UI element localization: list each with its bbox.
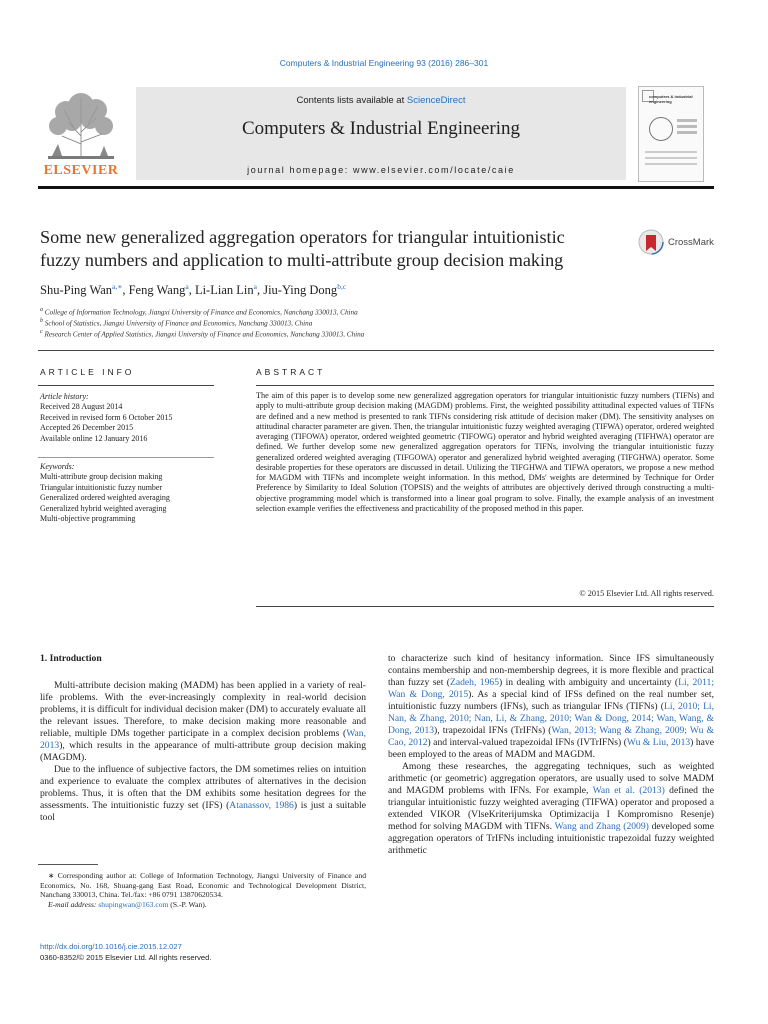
author-affiliation-marker[interactable]: a [185, 282, 189, 291]
journal-cover-thumbnail[interactable] [638, 86, 704, 182]
body-text: ). As a special kind of IFSs defined on the real number set, intuitionistic fuzzy numbers (IFNs), such as triangular IFNs (TIFNs) ( [388, 689, 714, 712]
journal-title: Computers & Industrial Engineering [241, 118, 521, 139]
history-label: Article history: [40, 392, 89, 401]
author-list [40, 282, 680, 298]
citation-link[interactable]: Zadeh, 1965 [450, 677, 499, 688]
citation-link[interactable]: Wang and Zhang (2009) [554, 821, 649, 832]
contents-line [136, 95, 626, 106]
keyword: Triangular intuitionistic fuzzy number [40, 482, 163, 492]
elsevier-wordmark[interactable]: ELSEVIER [43, 163, 119, 178]
abstract-copyright: © 2015 Elsevier Ltd. All rights reserved. [579, 589, 714, 598]
keyword: Generalized ordered weighted averaging [40, 493, 170, 503]
cover-block [645, 157, 697, 159]
body-text: ) have been employed to the areas of MADM and MAGDM. [388, 737, 714, 760]
body-text: ), trapezoidal IFNs (TrIFNs) ( [434, 725, 552, 736]
info-divider [38, 385, 214, 386]
body-paragraph [40, 680, 366, 764]
author-separator: , [188, 283, 195, 298]
footnote-marker: ∗ [48, 871, 55, 880]
body-paragraph [388, 653, 714, 761]
email-label: E-mail address: [48, 899, 99, 909]
author [263, 283, 346, 297]
affiliation-marker: b [40, 318, 43, 324]
affiliation [40, 318, 700, 327]
body-text: developed some aggregation operators of TrIFNs including intuitionistic trapezoidal fuzzy weighted arithmetic [388, 821, 714, 856]
author-name: Shu-Ping Wan [40, 283, 113, 298]
body-left-column [40, 680, 366, 824]
affiliation-marker: a [40, 307, 43, 313]
history-entry: Received 28 August 2014 [40, 402, 123, 412]
citation-link[interactable]: Wan, 2013 [40, 728, 366, 751]
abstract-heading: ABSTRACT [256, 367, 326, 377]
abstract-text: The aim of this paper is to develop some new generalized aggregation operators for triangular intuitionistic fuzzy numbers (TIFNs) and apply to multi-attribute group decision making (MAGDM) problems. First, the weighted possibility attitudinal expected values of TIFNs are defined and a new method is presented to rank TIFNs considering risk attitude of decision maker (DM). The sensitivity analyses on attitudinal character parameter are given. Then, the triangular intuitionistic fuzzy weighted averaging (TIFWA) operator, ordered weighted averaging (TIFOWA) operator, ordered weighted geometric (TIFOWG) operator and hybrid weighted averaging (TIFHWA) operator are defined. We further develop some new generalized aggregation operators for TIFNs, involving the triangular intuitionistic fuzzy generalized ordered weighted averaging (TIFGOWA) operator and generalized hybrid weighted averaging (TIFGHWA) operator. Some desirable properties for these operators are discussed in detail. Utilizing the TIFGHWA and TIFWA operators, we propose a new method for MAGDM with TIFNs and incomplete weight information. In this method, DMs' weights are determined by Technique for Order Preference by Similarity to Ideal Solution (TOPSIS) and the weights of attributes are objectively derived through constructing a multi-objective programming model which is transformed into a linear goal program to solve. Finally, the example analysis of an investment selection example verifies the effectiveness and practicability of the proposed method in this paper. [256, 391, 714, 513]
article-title-line: Some new generalized aggregation operators for triangular intuitionistic [40, 227, 565, 247]
body-right-column [388, 653, 714, 857]
keywords-label: Keywords: [40, 462, 75, 471]
keywords [40, 462, 215, 524]
history-entry: Received in revised form 6 October 2015 [40, 412, 173, 422]
citation-link[interactable]: Li, 2010; Li, Nan, & Zhang, 2010; Nan, Li, & Zhang, 2010; Wan & Dong, 2014; Wan, Wang, & Dong, 2013 [388, 701, 714, 736]
history-entry: Accepted 26 December 2015 [40, 423, 134, 433]
abstract-divider [256, 385, 714, 386]
body-text: ) is just a suitable tool [40, 800, 366, 823]
info-divider [38, 457, 214, 458]
journal-homepage[interactable]: journal homepage: www.elsevier.com/locate/caie [247, 165, 515, 175]
section-divider [38, 350, 714, 351]
email-link[interactable]: shupingwan@163.com [98, 899, 169, 909]
cover-block [645, 163, 697, 165]
keyword: Multi-objective programming [40, 514, 136, 524]
author-separator: , [122, 283, 129, 298]
abstract-bottom-rule [256, 606, 714, 607]
body-text: defined the triangular intuitionistic fuzzy weighted averaging (TIFWA) operator and proposed a extended VIKOR (VlseKriterijumska Optimizacija I Kompromisno Resenje) method for solving MAGDM with TIFNs. [388, 785, 714, 832]
footnote-rule [38, 864, 98, 865]
citation-link[interactable]: Wan et al. (2013) [592, 785, 665, 796]
cover-block [645, 151, 697, 153]
author-affiliation-marker[interactable]: b,c [337, 282, 347, 291]
footnote-text: Corresponding author at: College of Information Technology, Jiangxi University of Finance and Economics, No. 168, Shuang-gang East Road, Economic and Technological Development District, Nanchang 330013, China. Tel./fax: +86 0791 13870620534. [40, 871, 366, 900]
body-text: ) and interval-valued trapezoidal IFNs (IVTrIFNs) ( [427, 737, 627, 748]
affiliation-text: School of Statistics, Jiangxi University of Finance and Economics, Nanchang 330013, China [44, 319, 313, 328]
body-paragraph [388, 761, 714, 857]
article-history [40, 392, 215, 444]
article-title-line: fuzzy numbers and application to multi-attribute group decision making [40, 250, 564, 270]
body-text: to characterize such kind of hesitancy information. Since IFS simultaneously contains membership and non-membership degrees, it is more flexible and practical than fuzzy set ( [388, 653, 714, 688]
affiliation [40, 307, 700, 316]
cover-title: computers & industrial engineering [649, 94, 693, 104]
author [40, 283, 129, 297]
author [195, 283, 263, 297]
crossmark-button[interactable] [638, 229, 728, 255]
header-rule [38, 186, 714, 189]
body-text: Among these researches, the aggregating techniques, such as weighted arithmetic (or geometric) aggregation operators, are usually used to solve MADM and MAGDM problems with IFNs. For example, [388, 761, 714, 796]
history-entry: Available online 12 January 2016 [40, 433, 148, 443]
citation-link[interactable]: Li, 2011; Wan & Dong, 2015 [388, 677, 714, 700]
cover-block [677, 119, 697, 122]
section-heading: 1. Introduction [40, 653, 102, 664]
keyword: Multi-attribute group decision making [40, 472, 163, 482]
author-separator: , [256, 283, 264, 298]
citation-link[interactable]: Atanassov, 1986 [229, 800, 294, 811]
crossmark-label: CrossMark [668, 237, 714, 248]
affiliation-marker: c [40, 329, 43, 335]
crossmark-icon [638, 229, 664, 255]
page-footer [40, 941, 370, 963]
affiliation-text: College of Information Technology, Jiangxi University of Finance and Economics, Nanchang 330013, China [44, 308, 358, 317]
author [129, 283, 195, 297]
citation-link[interactable]: Wu & Liu, 2013 [626, 737, 691, 748]
cover-block [677, 131, 697, 134]
contents-prefix: Contents lists available at [296, 95, 407, 106]
article-title [40, 226, 630, 272]
citation-link[interactable]: Wan, 2013; Wang & Zhang, 2009; Wu & Cao, 2012 [388, 725, 714, 748]
body-paragraph [40, 764, 366, 824]
body-text: ), which results in the appearance of multi-attribute group decision making (MAGDM). [40, 740, 366, 763]
affiliation [40, 329, 700, 338]
cover-block [677, 125, 697, 128]
email-suffix: (S.-P. Wan). [168, 899, 207, 909]
author-affiliation-marker[interactable]: a [253, 282, 257, 291]
sciencedirect-link[interactable]: ScienceDirect [406, 95, 466, 106]
journal-citation[interactable]: Computers & Industrial Engineering 93 (2016) 286–301 [279, 58, 489, 68]
issn-line: 0360-8352/© 2015 Elsevier Ltd. All rights reserved. [40, 953, 212, 962]
author-name: Li-Lian Lin [194, 283, 254, 298]
affiliation-text: Research Center of Applied Statistics, Jiangxi University of Finance and Economics, Nanchang 330013, China [44, 330, 365, 339]
author-affiliation-marker[interactable]: a,∗ [112, 282, 123, 291]
cover-emblem-icon [649, 117, 673, 141]
author-name: Jiu-Ying Dong [263, 283, 338, 298]
doi-link[interactable]: http://dx.doi.org/10.1016/j.cie.2015.12.027 [40, 942, 182, 951]
footnote [40, 871, 366, 909]
body-text: ) in dealing with ambiguity and uncertainty ( [499, 677, 679, 688]
author-name: Feng Wang [128, 283, 186, 298]
body-text: Due to the influence of subjective factors, the DM sometimes relies on intuition and experience to evaluate the complex attributes of alternatives in the decision problems. Thus, it is often that the DM exhibits some hesitation degrees for the assessments. The intuitionistic fuzzy set (IFS) ( [40, 764, 366, 811]
keyword: Generalized hybrid weighted averaging [40, 503, 167, 513]
body-text: Multi-attribute decision making (MADM) has been applied in a variety of real-life problems. With the ever-increasingly complexity in real-world decision problems, it is difficult for individual decision maker (DM) to accurately evaluate all the relevant issues. Therefore, to make decision making more reasonable and reliable, multiple DMs together participate in a complex decision problems ( [40, 680, 366, 739]
article-info-heading: ARTICLE INFO [40, 367, 135, 377]
